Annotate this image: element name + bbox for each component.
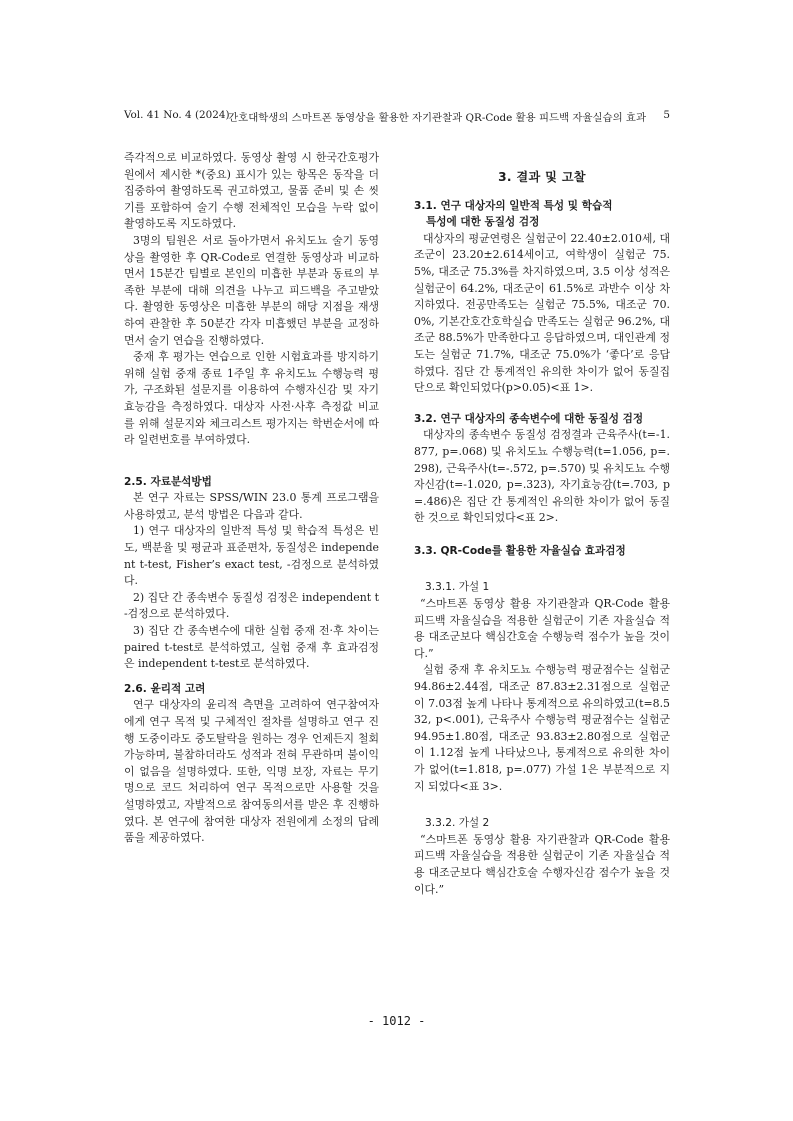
list-item: 2) 집단 간 종속변수 동질성 검정은 independent t-검정으로 분석하였다.: [124, 590, 379, 621]
section-heading-3-3: 3.3. QR-Code를 활용한 자율실습 효과검정: [414, 544, 626, 557]
page-footer-number: - 1012 -: [367, 1014, 426, 1028]
section-heading-3: 3. 결과 및 고찰: [498, 170, 586, 184]
subsection-heading-3-3-2: 3.3.2. 가설 2: [425, 817, 490, 830]
running-title: 간호대학생의 스마트폰 동영상을 활용한 자기관찰과 QR-Code 활용 피드백 자율실습의 효과: [228, 112, 646, 124]
paragraph: 대상자의 평균연령은 실험군이 22.40±2.010세, 대조군이 23.20±2.614세이고, 여학생이 실험군 75.5%, 대조군 75.3%를 차지하였으며, 3.5 이상 성적은 실험군이 64.2%, 대조군이 61.5%로 과반수 이상 차지하였다. 전공만족도는 실험군 75.5%, 대조군 70.0%, 기본간호간호학실습 만족도는 실험군 96.2%, 대조군 88.5%가 만족한다고 응답하였으며, 대인관계 정도는 실험군 71.7%, 대조군 75.0%가 ‘좋다’로 응답하였다. 집단 간 통계적인 유의한 차이가 없어 동질집단으로 확인되었다(p>0.05)<표 1>.: [414, 231, 670, 395]
right-column: [414, 150, 670, 898]
hypothesis-quote: “스마트폰 동영상 활용 자기관찰과 QR-Code 활용 피드백 자율실습을 적용한 실험군이 기존 자율실습 적용 대조군보다 핵심간호술 수행자신감 점수가 높을 것이다.”: [414, 832, 670, 896]
paragraph: 즉각적으로 비교하였다. 동영상 촬영 시 한국간호평가원에서 제시한 *(중요) 표시가 있는 항목은 동작을 더 집중하여 촬영하도록 권고하였고, 물품 준비 및 손 씻기를 포함하여 술기 수행 전체적인 모습을 누락 없이 촬영하도록 지도하였다.: [124, 151, 379, 231]
subsection-heading-3-3-1: 3.3.1. 가설 1: [425, 581, 490, 594]
hypothesis-quote: “스마트폰 동영상 활용 자기관찰과 QR-Code 활용 피드백 자율실습을 적용한 실험군이 기존 자율실습 적용 대조군보다 핵심간호술 수행능력 점수가 높을 것이다.”: [414, 597, 670, 660]
paragraph: 본 연구 자료는 SPSS/WIN 23.0 통계 프로그램을 사용하였고, 분석 방법은 다음과 같다.: [124, 491, 379, 521]
section-heading-2-5: 2.5. 자료분석방법: [124, 475, 212, 488]
section-heading-2-6: 2.6. 윤리적 고려: [124, 682, 206, 695]
section-heading-3-2: 3.2. 연구 대상자의 종속변수에 대한 동질성 검정: [414, 412, 644, 425]
list-item: 1) 연구 대상자의 일반적 특성 및 학습적 특성은 빈도, 백분율 및 평균과 표준편차, 동질성은 independent t-test, Fisher’s exact test, -검정으로 분석하였다.: [124, 524, 379, 588]
paragraph: 연구 대상자의 윤리적 측면을 고려하여 연구참여자에게 연구 목적 및 구체적인 절차를 설명하고 연구 진행 도중이라도 중도탈락을 원하는 경우 언제든지 철회 가능하며, 불참하더라도 성적과 전혀 무관하며 불이익이 없음을 설명하였다. 또한, 익명 보장, 자료는 무기명으로 코드 처리하여 연구 목적으로만 사용할 것을 설명하였고, 자발적으로 참여동의서를 받은 후 진행하였다. 본 연구에 참여한 대상자 전원에게 소정의 답례품을 제공하였다.: [124, 698, 379, 845]
list-item: 3) 집단 간 종속변수에 대한 실험 중재 전·후 차이는 paired t-test로 분석하였고, 실험 중재 후 효과검정은 independent t-test로 분석하였다.: [124, 624, 379, 671]
heading-line: 특성에 대한 동질성 검정: [426, 216, 540, 229]
paragraph: 대상자의 종속변수 동질성 검정결과 근육주사(t=-1.877, p=.068) 및 유치도뇨 수행능력(t=1.056, p=.298), 근육주사(t=-.572, p=.570) 및 유치도뇨 수행자신감(t=-1.020, p=.323), 자기효능감(t=.703, p=.486)은 집단 간 통계적인 유의한 차이가 없어 동질한 것으로 확인되었다<표 2>.: [414, 428, 670, 525]
journal-volume: Vol. 41 No. 4 (2024): [124, 109, 230, 121]
section-heading-3-1: [414, 198, 670, 231]
paragraph: 3명의 팀원은 서로 돌아가면서 유치도뇨 술기 동영상을 촬영한 후 QR-Code로 연결한 동영상과 비교하면서 15분간 팀별로 본인의 미흡한 부분과 동료의 부족한 부분에 대해 의견을 나누고 피드백을 주고받았다. 촬영한 동영상은 미흡한 부분의 해당 지점을 재생하여 관찰한 후 50분간 각자 미흡했던 부분을 교정하면서 술기 연습을 진행하였다.: [124, 233, 379, 347]
paragraph: 실험 중재 후 유치도뇨 수행능력 평균점수는 실험군 94.86±2.44점, 대조군 87.83±2.31점으로 실험군이 7.03점 높게 나타나 통계적으로 유의하였고(t=8.532, p<.001), 근육주사 수행능력 평균점수는 실험군 94.95±1.80점, 대조군 93.83±2.80점으로 실험군이 1.12점 높게 나타났으나, 통계적으로 유의한 차이가 없어(t=1.818, p=.077) 가설 1은 부분적으로 지지 되었다<표 3>.: [414, 663, 670, 793]
paragraph: 중재 후 평가는 연습으로 인한 시험효과를 방지하기 위해 실험 중재 종료 1주일 후 유치도뇨 수행능력 평가, 구조화된 설문지를 이용하여 수행자신감 및 자기효능감을 측정하였다. 대상자 사전·사후 측정값 비교를 위해 설문지와 체크리스트 평가지는 학번순서에 따라 일련번호를 부여하였다.: [124, 350, 379, 447]
header-page-number: 5: [663, 109, 670, 121]
running-header: [124, 109, 670, 125]
heading-line: 3.1. 연구 대상자의 일반적 특성 및 학습적: [414, 199, 613, 212]
left-column: [124, 150, 379, 847]
